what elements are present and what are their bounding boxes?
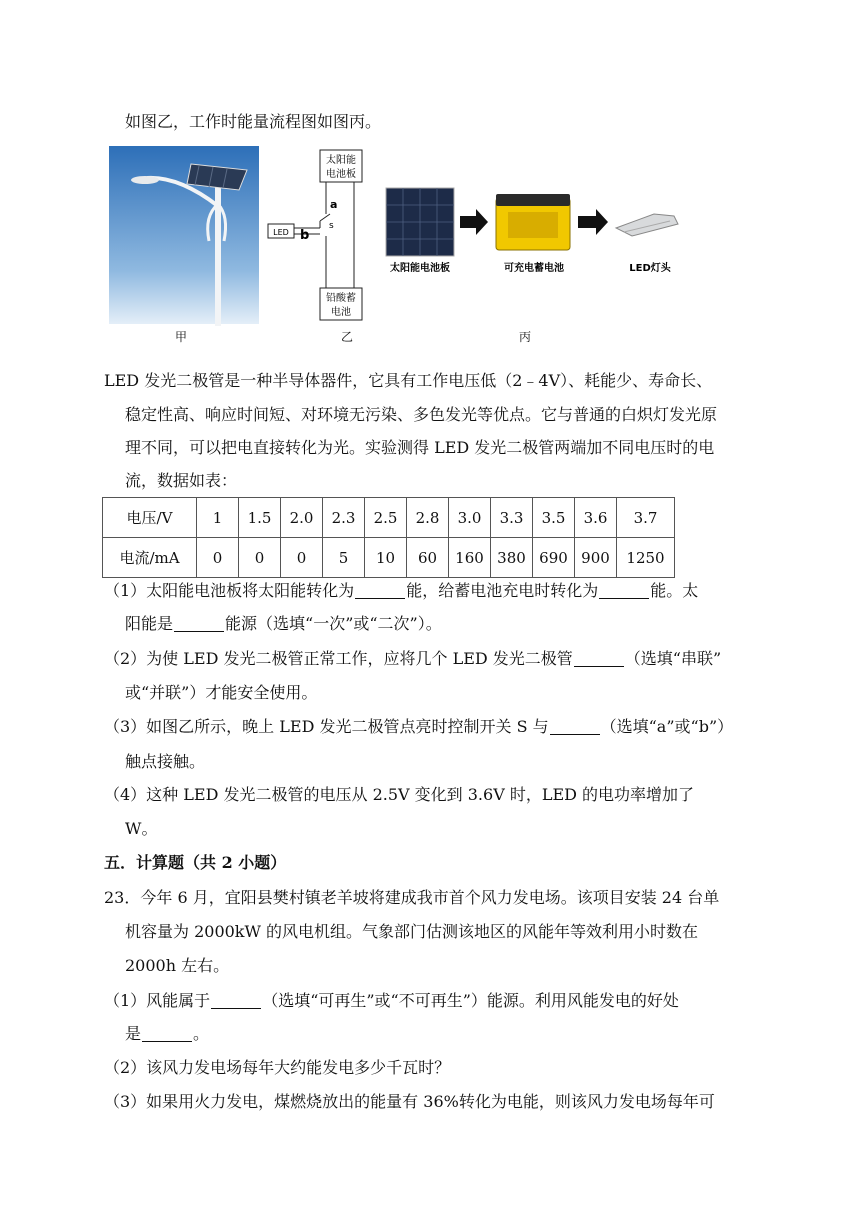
circuit-diagram bbox=[264, 146, 384, 326]
table-cell: 0 bbox=[197, 538, 239, 578]
paragraph-line-3: 理不同，可以把电直接转化为光。实验测得 LED 发光二极管两端加不同电压时的电 bbox=[125, 438, 715, 457]
table-cell: 3.5 bbox=[533, 498, 575, 538]
switch-s: s bbox=[329, 221, 334, 231]
q23-s1-text-a: （1）风能属于 bbox=[104, 991, 211, 1010]
question-23-sub-3: （3）如果用火力发电，煤燃烧放出的能量有 36%转化为电能，则该风力发电场每年可 bbox=[104, 1092, 715, 1111]
table-cell: 380 bbox=[491, 538, 533, 578]
figure-bing-caption: 丙 bbox=[519, 330, 532, 344]
answer-blank[interactable] bbox=[599, 582, 649, 599]
question-23-line-3: 2000h 左右。 bbox=[125, 956, 230, 975]
question-2-line-2: 或“并联”）才能安全使用。 bbox=[125, 683, 318, 702]
q1-text-e: 能源（选填“一次”或“二次”）。 bbox=[225, 614, 442, 633]
q2-text-b: （选填“串联” bbox=[624, 649, 722, 668]
figure-yi-caption: 乙 bbox=[341, 330, 354, 344]
table-cell: 60 bbox=[407, 538, 449, 578]
table-cell: 3.6 bbox=[575, 498, 617, 538]
q1-text-b: 能，给蓄电池充电时转化为 bbox=[406, 581, 599, 600]
panel-label: 太阳能电池板 bbox=[390, 263, 450, 274]
voltage-header: 电压/V bbox=[103, 498, 197, 538]
q23-s1-text-d: 。 bbox=[193, 1024, 210, 1043]
table-cell: 0 bbox=[239, 538, 281, 578]
question-3-line-1 bbox=[104, 715, 733, 739]
question-23-sub-1-line-1 bbox=[104, 989, 679, 1013]
question-23-line-1: 23．今年 6 月，宜阳县樊村镇老羊坡将建成我市首个风力发电场。该项目安装 24 台单 bbox=[104, 888, 720, 907]
paragraph-line-2: 稳定性高、响应时间短、对环境无污染、多色发光等优点。它与普通的白炽灯发光原 bbox=[125, 405, 718, 424]
q3-text-a: （3）如图乙所示，晚上 LED 发光二极管点亮时控制开关 S 与 bbox=[104, 717, 549, 736]
table-cell: 2.3 bbox=[323, 498, 365, 538]
question-1-line-1 bbox=[104, 579, 698, 603]
answer-blank[interactable] bbox=[355, 582, 405, 599]
table-cell: 3.0 bbox=[449, 498, 491, 538]
answer-blank[interactable] bbox=[174, 615, 224, 632]
q1-text-d: 阳能是 bbox=[125, 614, 174, 633]
answer-blank[interactable] bbox=[550, 718, 600, 735]
question-23-sub-2: （2）该风力发电场每年大约能发电多少千瓦时？ bbox=[104, 1058, 451, 1077]
contact-b: b bbox=[300, 228, 310, 243]
answer-blank[interactable] bbox=[574, 650, 624, 667]
q23-s1-text-c: 是 bbox=[125, 1024, 142, 1043]
table-cell: 2.5 bbox=[365, 498, 407, 538]
table-cell: 2.0 bbox=[281, 498, 323, 538]
question-4-line-1: （4）这种 LED 发光二极管的电压从 2.5V 变化到 3.6V 时，LED 的电功率增加了 bbox=[104, 785, 695, 804]
answer-blank[interactable] bbox=[142, 1025, 192, 1042]
voltage-current-table bbox=[102, 497, 675, 578]
battery-label-2: 电池 bbox=[331, 307, 351, 318]
paragraph-line-1: LED 发光二极管是一种半导体器件，它具有工作电压低（2﹣4V）、耗能少、寿命长、 bbox=[104, 371, 713, 390]
street-lamp-image bbox=[109, 146, 259, 350]
table-cell: 1250 bbox=[617, 538, 675, 578]
question-23-line-2: 机容量为 2000kW 的风电机组。气象部门估测该地区的风能年等效利用小时数在 bbox=[125, 922, 699, 941]
question-2-line-1 bbox=[104, 647, 721, 671]
q3-text-b: （选填“a”或“b”） bbox=[600, 717, 734, 736]
intro-line: 如图乙，工作时能量流程图如图丙。 bbox=[125, 112, 382, 131]
question-4-line-2: W。 bbox=[125, 819, 158, 838]
question-23-sub-1-line-2 bbox=[125, 1022, 209, 1046]
solar-label-2: 电池板 bbox=[326, 169, 356, 180]
table-cell: 0 bbox=[281, 538, 323, 578]
section-title: 五．计算题（共 2 小题） bbox=[104, 853, 287, 872]
figure-area bbox=[109, 146, 703, 350]
contact-a: a bbox=[330, 198, 338, 211]
led-label: LED bbox=[273, 228, 289, 237]
table-cell: 3.3 bbox=[491, 498, 533, 538]
q1-text-c: 能。太 bbox=[650, 581, 699, 600]
table-cell: 2.8 bbox=[407, 498, 449, 538]
table-cell: 900 bbox=[575, 538, 617, 578]
paragraph-line-4: 流，数据如表： bbox=[125, 471, 238, 490]
q1-text-a: （1）太阳能电池板将太阳能转化为 bbox=[104, 581, 355, 600]
energy-flow-diagram bbox=[384, 146, 703, 326]
table-row bbox=[103, 498, 675, 538]
table-cell: 1 bbox=[197, 498, 239, 538]
table-row bbox=[103, 538, 675, 578]
answer-blank[interactable] bbox=[211, 992, 261, 1009]
table-cell: 10 bbox=[365, 538, 407, 578]
lamp-label: LED灯头 bbox=[629, 263, 671, 274]
table-cell: 690 bbox=[533, 538, 575, 578]
battery-label-1: 铅酸蓄 bbox=[326, 293, 356, 304]
battery-image bbox=[496, 194, 570, 250]
q23-s1-text-b: （选填“可再生”或“不可再生”）能源。利用风能发电的好处 bbox=[262, 991, 679, 1010]
q2-text-a: （2）为使 LED 发光二极管正常工作，应将几个 LED 发光二极管 bbox=[104, 649, 573, 668]
solar-label-1: 太阳能 bbox=[326, 155, 356, 166]
figure-jia-caption: 甲 bbox=[175, 330, 188, 344]
battery-label: 可充电蓄电池 bbox=[504, 263, 564, 274]
question-1-line-2 bbox=[125, 612, 442, 636]
table-cell: 5 bbox=[323, 538, 365, 578]
table-cell: 160 bbox=[449, 538, 491, 578]
table-cell: 1.5 bbox=[239, 498, 281, 538]
table-cell: 3.7 bbox=[617, 498, 675, 538]
question-3-line-2: 触点接触。 bbox=[125, 752, 206, 771]
current-header: 电流/mA bbox=[103, 538, 197, 578]
